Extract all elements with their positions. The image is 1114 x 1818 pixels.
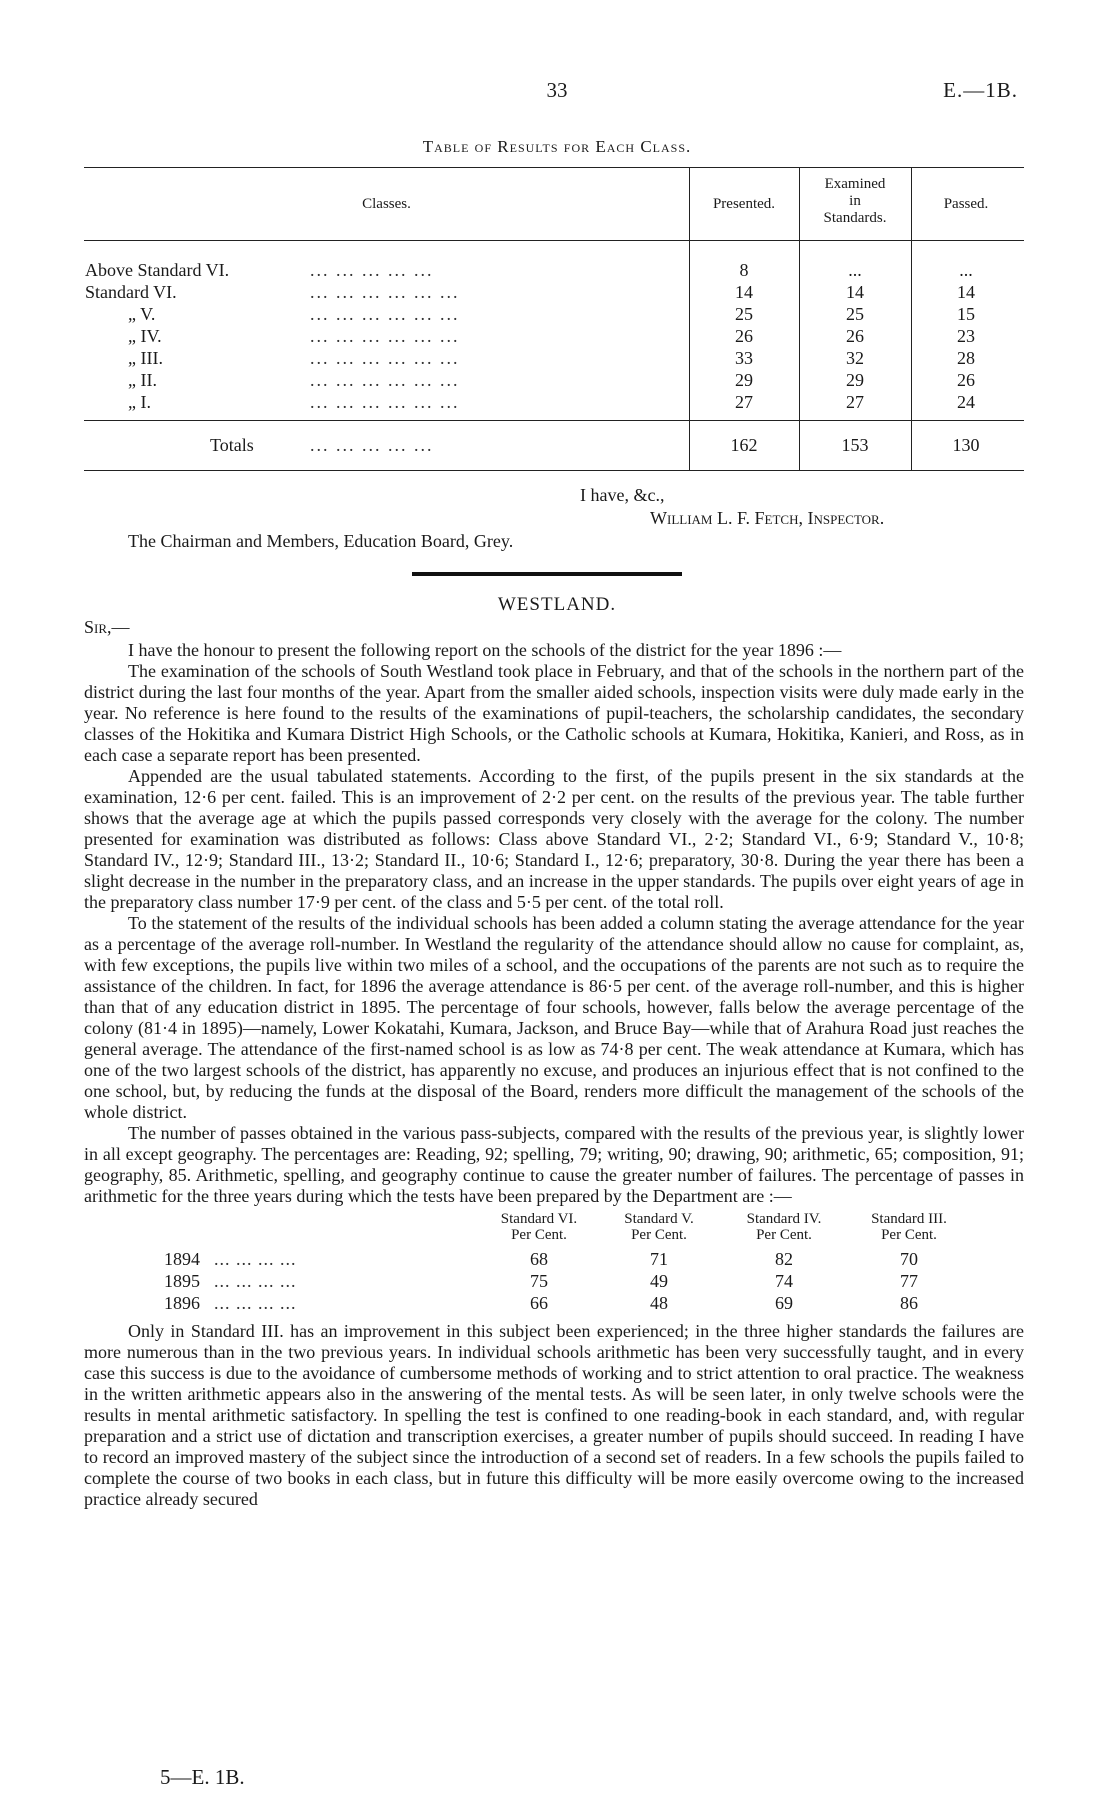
leader-dots: ... ... ... ... ... ... [310,348,460,368]
leader-dots: ... ... ... ... ... ... [310,370,460,390]
arith-value: 68 [530,1249,548,1269]
arith-value: 48 [650,1293,668,1313]
examined-cell: 26 [846,326,864,346]
totals-passed: 130 [952,435,980,455]
signature-mark: 5—E. 1B. [160,1765,245,1789]
presented-cell: 29 [735,370,753,390]
table-header-rule [84,240,1024,241]
header-passed: Passed. [943,196,989,212]
arith-subheader: Per Cent. [756,1227,812,1243]
arith-header [854,1211,964,1243]
addressee: The Chairman and Members, Education Board, Grey. [128,531,514,551]
totals-label: Totals [210,435,254,455]
paragraph: Only in Standard III. has an improvement in this subject been experienced; in the three higher standards the failures are more numerous than in the two previous years. In individual schools arithmetic has been very successfully taught, and in every case this success is due to the avoidance of cumbersome methods of working and to strict attention to oral practice. The weakness in the written arithmetic appears also in the answering of the mental tests. As will be seen later, in only twelve schools were the results in mental arithmetic satisfactory. In spelling the test is confined to one reading-book in each standard, and, with regular preparation and a strict use of dictation and transcription exercises, a greater number of pupils should succeed. In reading I have to record an improved mastery of the subject since the introduction of a second set of readers. In a few schools the pupils failed to complete the course of two books in each class, but in future this difficulty will be more easily overcome owing to the increased practice already secured [84,1321,1024,1509]
row-label: „ V. [128,304,156,324]
table-top-rule [84,167,1024,168]
paragraph: To the statement of the results of the individual schools has been added a column stating the average attendance for the year as a percentage of the average roll-number. In Westland the regularity of the attendance should allow no cause for complaint, as, with few exceptions, the pupils live within two miles of a school, and the occupations of the parents are not such as to require the assistance of the children. In fact, for 1896 the average attendance is 86·5 per cent. of the average roll-number, and this is higher than that of any education district in 1895. The percentage of four schools, however, falls below the average percentage of the colony (81·4 in 1895)—namely, Lower Kokatahi, Kumara, Jackson, and Bruce Bay—while that of Arahura Road just reaches the general average. The attendance of the first-named school is as low as 74·8 per cent. The weak attendance at Kumara, which has one of the two largest schools of the district, has apparently no excuse, and produces an injurious effect that is not confined to the one school, but, by reducing the funds at the disposal of the Board, renders more difficult the management of the schools of the whole district. [84,913,1024,1122]
leader-dots: ... ... ... ... ... ... [310,392,460,412]
examined-cell: 27 [846,392,864,412]
passed-cell: 28 [957,348,975,368]
arith-value: 74 [775,1271,793,1291]
header-examined [800,176,910,227]
page-number: 33 [546,78,568,102]
arith-header-label: Standard III. [871,1211,947,1227]
presented-cell: 25 [735,304,753,324]
row-label: Above Standard VI. [85,260,230,280]
passed-cell: 26 [957,370,975,390]
arith-value: 69 [775,1293,793,1313]
table-bottom-rule [84,470,1024,471]
totals-presented: 162 [730,435,758,455]
header-classes: Classes. [362,196,411,212]
header-presented: Presented. [712,196,776,212]
arith-header-label: Standard IV. [746,1211,822,1227]
examined-cell: 25 [846,304,864,324]
arith-header-label: Standard V. [624,1211,694,1227]
row-label: Standard VI. [85,282,177,302]
header-examined-line: in [849,193,861,209]
leader-dots: ... ... ... ... [214,1271,297,1291]
passed-cell: 24 [957,392,975,412]
presented-cell: 33 [735,348,753,368]
arith-value: 75 [530,1271,548,1291]
examined-cell: 32 [846,348,864,368]
paragraph: The number of passes obtained in the various pass-subjects, compared with the results of the previous year, is slightly lower in all except geography. The percentages are: Reading, 92; spelling, 79; writing, 90; drawing, 90; arithmetic, 65; composition, 91; geography, 85. Arithmetic, spelling, and geography continue to cause the greater number of failures. The percentage of passes in arithmetic for the three years during which the tests have been prepared by the Department are :— [84,1123,1024,1206]
signer: William L. F. Fetch, Inspector. [650,508,885,528]
paragraph: The examination of the schools of South Westland took place in February, and that of the schools in the northern part of the district during the last four months of the year. Apart from the smaller aided schools, inspection visits were duly made early in the year. No reference is here found to the results of the examinations of pupil-teachers, the scholarship candidates, the secondary classes of the Hokitika and Kumara District High Schools, or the Catholic schools at Kumara, Hokitika, Kanieri, and Ross, as in each case a separate report has been presented. [84,661,1024,765]
leader-dots: ... ... ... ... ... [310,260,434,280]
arith-value: 49 [650,1271,668,1291]
presented-cell: 8 [739,260,749,280]
table-title: Table of Results for Each Class. [422,137,692,156]
salutation: Sir,— [84,617,130,637]
arith-value: 66 [530,1293,548,1313]
totals-examined: 153 [841,435,869,455]
closing-formula: I have, &c., [580,485,665,505]
passed-cell: 23 [957,326,975,346]
leader-dots: ... ... ... ... [214,1249,297,1269]
document-reference: E.—1B. [943,78,1018,102]
arith-year: 1896 [164,1293,200,1313]
leader-dots: ... ... ... ... ... ... [310,326,460,346]
header-examined-line: Standards. [823,210,887,226]
passed-cell: 15 [957,304,975,324]
arith-value: 70 [900,1249,918,1269]
header-examined-line: Examined [824,176,886,192]
examined-cell: 14 [846,282,864,302]
presented-cell: 26 [735,326,753,346]
section-title: WESTLAND. [497,594,617,615]
examined-cell: 29 [846,370,864,390]
arith-year: 1894 [164,1249,200,1269]
arith-subheader: Per Cent. [631,1227,687,1243]
section-divider [412,572,682,576]
passed-cell: ... [959,260,973,280]
paragraph: Appended are the usual tabulated statements. According to the first, of the pupils present in the six standards at the examination, 12·6 per cent. failed. This is an improvement of 2·2 per cent. on the results of the previous year. The table further shows that the average age at which the pupils passed corresponds very closely with the average for the colony. The number presented for examination was distributed as follows: Class above Standard VI., 2·2; Standard VI., 6·9; Standard V., 10·8; Standard IV., 12·9; Standard III., 13·2; Standard II., 10·6; Standard I., 12·6; preparatory, 30·8. During the year there has been a slight decrease in the number in the preparatory class, and an increase in the upper standards. The pupils over eight years of age in the preparatory class number 17·9 per cent. of the class and 5·5 per cent. of the total roll. [84,766,1024,912]
leader-dots: ... ... ... ... ... [310,435,434,455]
arith-value: 86 [900,1293,918,1313]
arith-header-label: Standard VI. [500,1211,578,1227]
arith-year: 1895 [164,1271,200,1291]
leader-dots: ... ... ... ... [214,1293,297,1313]
row-label: „ IV. [128,326,162,346]
arith-header [484,1211,594,1243]
report-body [84,617,1024,1510]
arithmetic-table [84,1211,1024,1321]
arith-header [729,1211,839,1243]
passed-cell: 14 [957,282,975,302]
arith-value: 82 [775,1249,793,1269]
arith-subheader: Per Cent. [881,1227,937,1243]
arith-value: 71 [650,1249,668,1269]
row-label: „ I. [128,392,151,412]
examined-cell: ... [848,260,862,280]
leader-dots: ... ... ... ... ... ... [310,282,460,302]
presented-cell: 27 [735,392,753,412]
table-totals-rule [84,420,1024,421]
presented-cell: 14 [735,282,753,302]
leader-dots: ... ... ... ... ... ... [310,304,460,324]
arith-header [604,1211,714,1243]
row-label: „ III. [128,348,163,368]
arith-value: 77 [900,1271,918,1291]
row-label: „ II. [128,370,157,390]
paragraph: I have the honour to present the following report on the schools of the district for the year 1896 :— [128,640,842,660]
arith-subheader: Per Cent. [511,1227,567,1243]
